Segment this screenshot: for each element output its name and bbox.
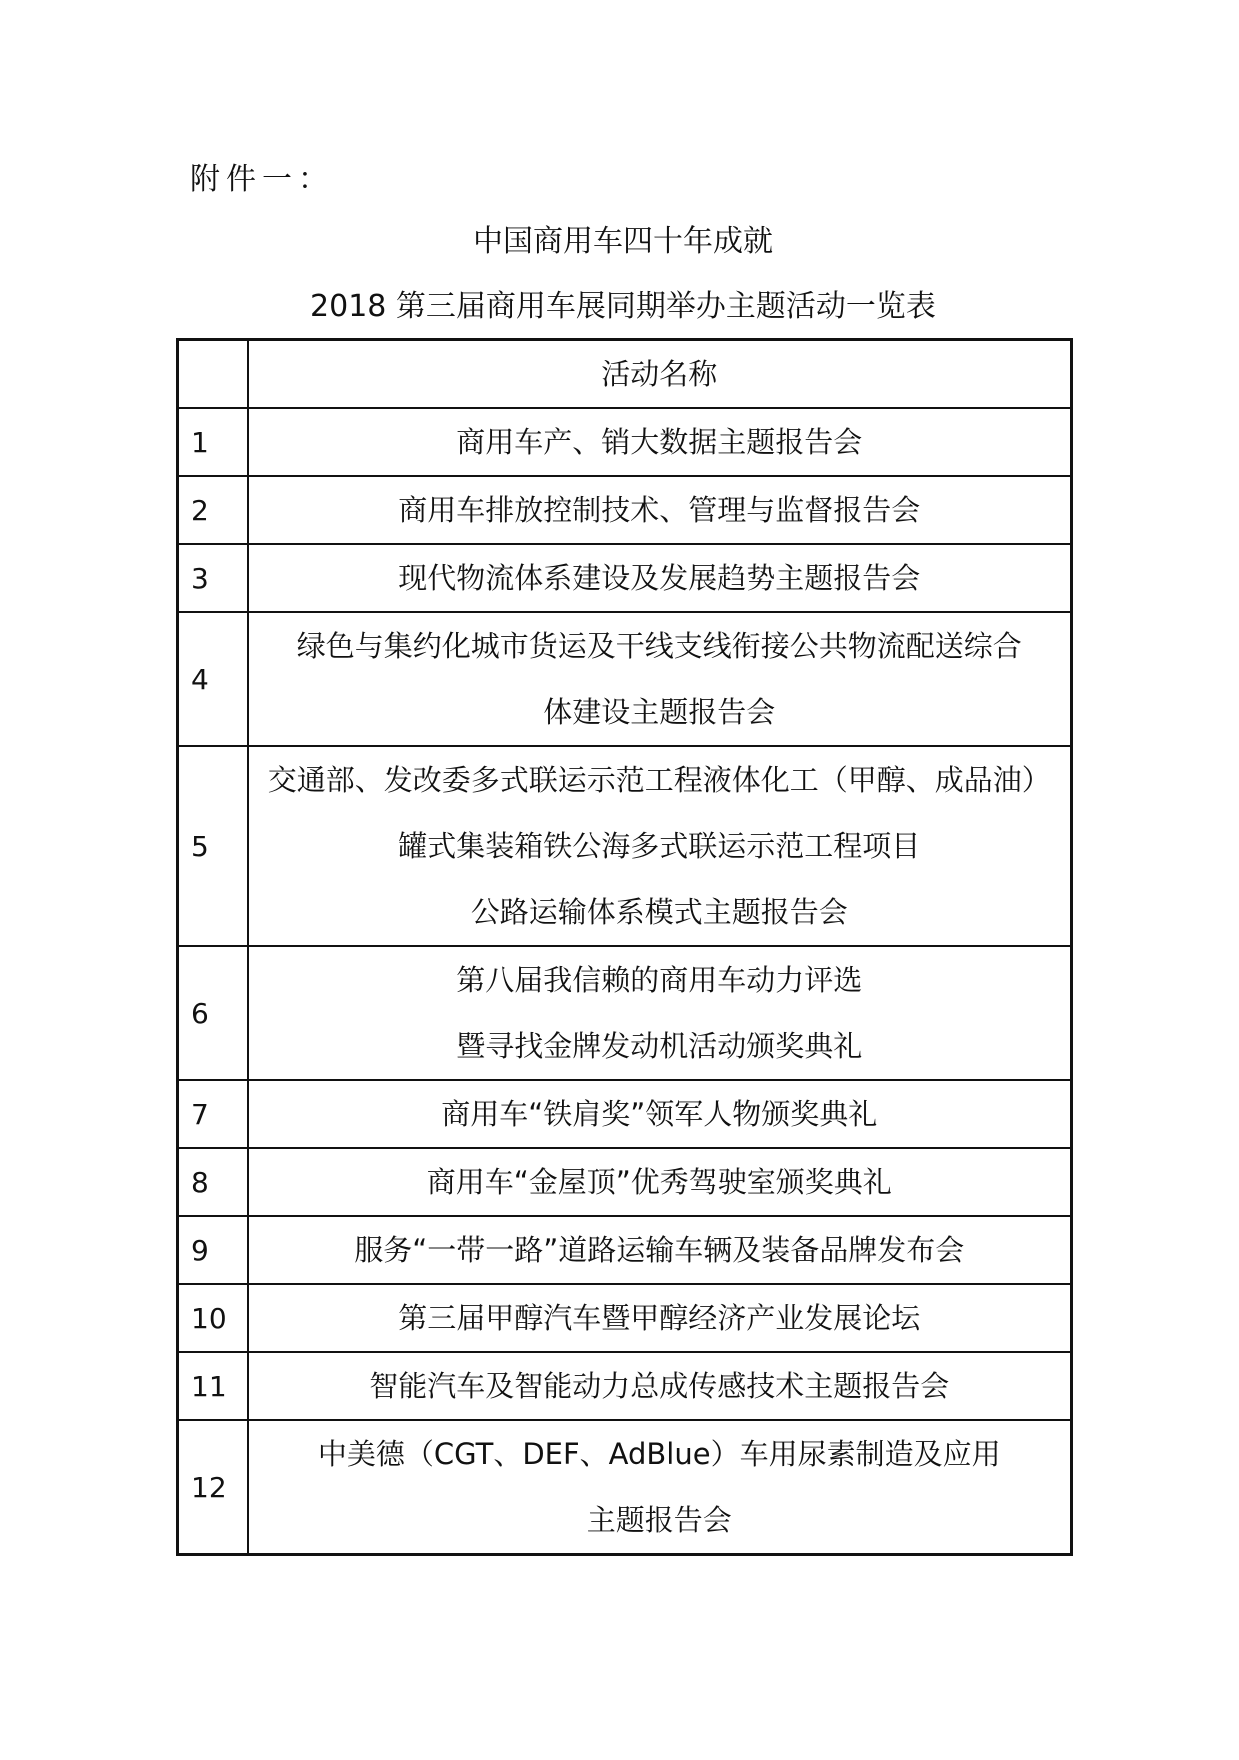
activity-name-line: 公路运输体系模式主题报告会 bbox=[470, 895, 848, 929]
activity-name-line: 现代物流体系建设及发展趋势主题报告会 bbox=[398, 561, 921, 595]
activity-name-line: 服务“一带一路”道路运输车辆及装备品牌发布会 bbox=[354, 1233, 965, 1267]
table-row bbox=[178, 1284, 1072, 1352]
table-row bbox=[178, 1420, 1072, 1555]
document-subtitle: 2018 第三届商用车展同期举办主题活动一览表 bbox=[310, 289, 936, 324]
table-row bbox=[178, 544, 1072, 612]
activity-name bbox=[248, 408, 1072, 476]
table-row bbox=[178, 408, 1072, 476]
row-number: 4 bbox=[178, 612, 248, 746]
row-number: 12 bbox=[178, 1420, 248, 1555]
activity-table bbox=[176, 338, 1073, 1556]
activity-name bbox=[248, 1216, 1072, 1284]
table-row bbox=[178, 1352, 1072, 1420]
activity-name-line: 商用车产、销大数据主题报告会 bbox=[456, 425, 863, 459]
row-number: 6 bbox=[178, 946, 248, 1080]
header-name-label: 活动名称 bbox=[601, 357, 718, 391]
table-row bbox=[178, 476, 1072, 544]
document-title: 中国商用车四十年成就 bbox=[473, 224, 773, 259]
activity-name bbox=[248, 946, 1072, 1080]
row-number: 7 bbox=[178, 1080, 248, 1148]
row-number: 10 bbox=[178, 1284, 248, 1352]
header-name-cell bbox=[248, 340, 1072, 409]
header-number-cell bbox=[178, 340, 248, 409]
table-row bbox=[178, 946, 1072, 1080]
activity-name bbox=[248, 612, 1072, 746]
attachment-label: 附件一： bbox=[190, 162, 334, 197]
table-row bbox=[178, 1080, 1072, 1148]
activity-name-line: 暨寻找金牌发动机活动颁奖典礼 bbox=[456, 1029, 863, 1063]
activity-name bbox=[248, 1284, 1072, 1352]
activity-name-line: 罐式集装箱铁公海多式联运示范工程项目 bbox=[398, 829, 921, 863]
table-header-row bbox=[178, 340, 1072, 409]
activity-name bbox=[248, 1148, 1072, 1216]
activity-name-line: 商用车排放控制技术、管理与监督报告会 bbox=[398, 493, 921, 527]
activity-name-line: 中美德（CGT、DEF、AdBlue）车用尿素制造及应用 bbox=[317, 1437, 1001, 1471]
row-number: 11 bbox=[178, 1352, 248, 1420]
table-row bbox=[178, 1216, 1072, 1284]
activity-name-line: 第八届我信赖的商用车动力评选 bbox=[456, 963, 863, 997]
table-row bbox=[178, 746, 1072, 946]
activity-table-body bbox=[178, 340, 1072, 1555]
table-row bbox=[178, 612, 1072, 746]
activity-name-line: 智能汽车及智能动力总成传感技术主题报告会 bbox=[369, 1369, 950, 1403]
row-number: 9 bbox=[178, 1216, 248, 1284]
activity-name bbox=[248, 1420, 1072, 1555]
activity-name-line: 商用车“铁肩奖”领军人物颁奖典礼 bbox=[441, 1097, 878, 1131]
activity-name bbox=[248, 1080, 1072, 1148]
activity-name bbox=[248, 476, 1072, 544]
activity-name bbox=[248, 1352, 1072, 1420]
row-number: 8 bbox=[178, 1148, 248, 1216]
activity-name-line: 主题报告会 bbox=[586, 1503, 732, 1537]
row-number: 5 bbox=[178, 746, 248, 946]
table-row bbox=[178, 1148, 1072, 1216]
row-number: 2 bbox=[178, 476, 248, 544]
activity-name-line: 绿色与集约化城市货运及干线支线衔接公共物流配送综合 bbox=[296, 629, 1022, 663]
activity-name-line: 商用车“金屋顶”优秀驾驶室颁奖典礼 bbox=[426, 1165, 892, 1199]
row-number: 3 bbox=[178, 544, 248, 612]
activity-name-line: 第三届甲醇汽车暨甲醇经济产业发展论坛 bbox=[398, 1301, 921, 1335]
row-number: 1 bbox=[178, 408, 248, 476]
activity-name-line: 交通部、发改委多式联运示范工程液体化工（甲醇、成品油） bbox=[267, 763, 1051, 797]
activity-name-line: 体建设主题报告会 bbox=[543, 695, 776, 729]
activity-name bbox=[248, 544, 1072, 612]
activity-name bbox=[248, 746, 1072, 946]
